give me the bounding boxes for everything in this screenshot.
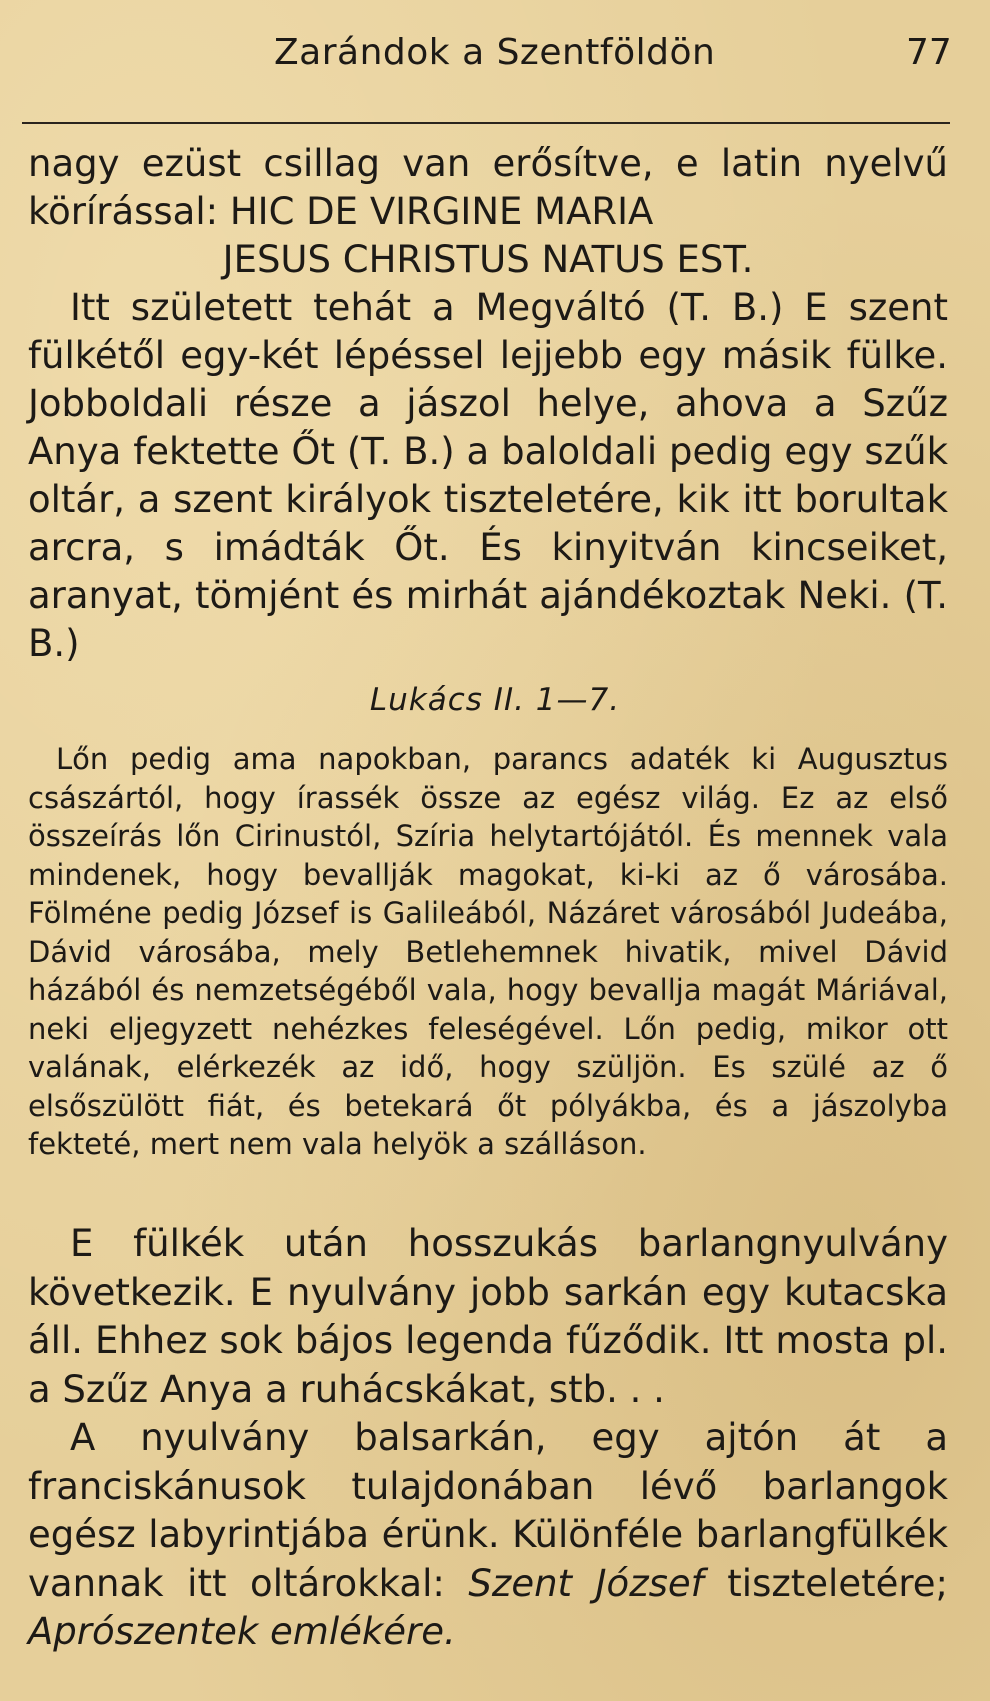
paragraph-1-opening: nagy ezüst csillag van erősítve, e latin nyelvű körírással: HIC DE VIRGINE MARIA — [28, 142, 948, 233]
paragraph-3 — [28, 1220, 948, 1657]
paragraph-1 — [28, 140, 948, 668]
paragraph-4-mid: tiszteletére; — [727, 1561, 948, 1605]
paragraph-3-text: E fülkék után hosszukás barlangnyulvány következik. E nyulvány jobb sarkán egy kutacska áll. Ehhez sok bájos legenda fűződik. Itt mosta pl. a Szűz Anya a ruhácskákat, stb. . . — [28, 1222, 948, 1411]
page-number: 77 — [906, 32, 952, 73]
paragraph-4-italic-innocents: Aprószentek emlékére. — [28, 1610, 456, 1653]
running-head — [0, 32, 990, 82]
running-title: Zarándok a Szentföldön — [274, 32, 716, 73]
paragraph-4-text: A nyulvány balsarkán, egy ajtón át a franciskánusok tulajdonában lévő barlangok egész labyrintjába érünk. Különféle barlangfülkék vannak itt oltárokkal: — [28, 1416, 948, 1605]
paragraph-4-italic-saint-joseph: Szent József — [468, 1561, 704, 1605]
scripture-citation: Lukács II. 1—7. — [369, 682, 621, 718]
latin-inscription: JESUS CHRISTUS NATUS EST. — [222, 238, 754, 281]
scripture-quote — [28, 740, 948, 1164]
paragraph-1-body: Itt született tehát a Megváltó (T. B.) E szent fülkétől egy-két lépéssel lejjebb egy másik fülke. Jobboldali része a jászol helye, ahova a Szűz Anya fektette Őt (T. B.) a baloldali pedig egy szűk oltár, a szent királyok tiszteletére, kik itt borultak arcra, s imádták Őt. És kinyitván kincseiket, aranyat, tömjént és mirhát ajándékoztak Neki. (T. B.) — [28, 286, 948, 665]
header-rule — [22, 122, 950, 124]
scripture-quote-text: Lőn pedig ama napokban, parancs adaték ki Augusztus császártól, hogy írassék össze az egész világ. Ez az első összeírás lőn Cirinustól, Szíria helytartójától. És mennek vala mindenek, hogy bevallják magokat, ki-ki az ő városába. Fölméne pedig József is Galileából, Názáret városából Judeába, Dávid városába, mely Betlehemnek hivatik, mivel Dávid házából és nemzetségéből vala, hogy bevallja magát Máriával, neki eljegyzett nehézkes feleségével. Lőn pedig, mikor ott valának, elérkezék az idő, hogy szüljön. Es szülé az ő elsőszülött fiát, és betekará őt pólyákba, és a jászolyba fekteté, mert nem vala helyök a szálláson. — [28, 742, 948, 1161]
